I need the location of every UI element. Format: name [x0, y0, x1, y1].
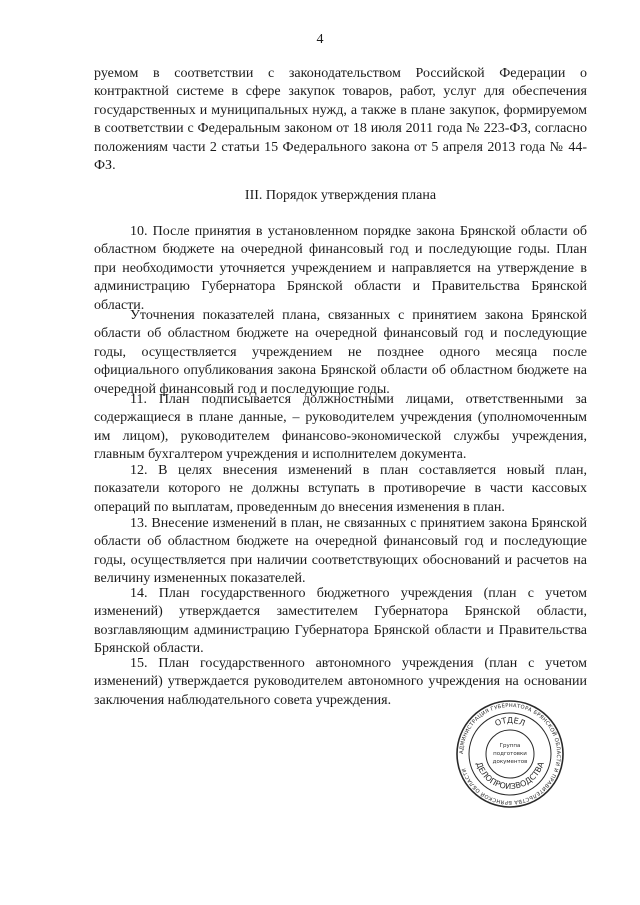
paragraph-11: 11. План подписывается должностными лицами, ответственными за содержащиеся в плане данные, – руководителем учреждения (уполномоченным им лицом), руководителем финансово-экономической службы учреждения, главным бухгалтером учреждения и исполнителем документа. — [94, 392, 587, 463]
page-number: 4 — [316, 32, 324, 47]
paragraph-15: 15. План государственного автономного учреждения (план с учетом изменений) утверждается руководителем автономного учреждения на основании заключения наблюдательного совета учреждения. — [94, 656, 587, 708]
department-stamp — [455, 699, 565, 809]
svg-text:ОТДЕЛ — [494, 716, 527, 728]
section-heading: III. Порядок утверждения плана — [244, 188, 437, 203]
paragraph-continuation: руемом в соответствии с законодательством Российской Федерации о контрактной системе в сфере закупок товаров, работ, услуг для обеспечения государственных и муниципальных нужд, а также в плане закупок, формируемом в соответствии с Федеральным законом от 18 июля 2011 года № 223-ФЗ, согласно положениям части 2 статьи 15 Федерального закона от 5 апреля 2013 года № 44-ФЗ. — [94, 66, 587, 174]
paragraph-13: 13. Внесение изменений в план, не связанных с принятием закона Брянской области об областном бюджете на очередной финансовый год и последующие годы, осуществляется при наличии соответствующих обоснований и расчетов на величину измененных показателей. — [94, 516, 587, 587]
stamp-top-text: ОТДЕЛ — [493, 715, 527, 728]
stamp-center-line-3: документов — [492, 759, 528, 765]
paragraph-14: 14. План государственного бюджетного учреждения (план с учетом изменений) утверждается заместителем Губернатора Брянской области, возглавляющим администрацию Губернатора Брянской области и Правительства Брянской области. — [94, 586, 587, 657]
paragraph-12: 12. В целях внесения изменений в план составляется новый план, показатели которого не должны вступать в противоречие в части кассовых операций по выплатам, проведенным до внесения изменения в план. — [94, 463, 587, 515]
stamp-outer-text: АДМИНИСТРАЦИЯ ГУБЕРНАТОРА БРЯНСКОЙ ОБЛАСТИ И ПРАВИТЕЛЬСТВА БРЯНСКОЙ ОБЛАСТИ — [458, 702, 562, 806]
stamp-bottom-text: ДЕЛОПРОИЗВОДСТВА — [474, 760, 546, 792]
paragraph-10: 10. После принятия в установленном порядке закона Брянской области об областном бюджете на очередной финансовый год и последующие годы. План при необходимости уточняется учреждением и направляется на утверждение в администрацию Губернатора Брянской области и Правительства Брянской области. — [94, 224, 587, 313]
stamp-center-line-1: Группа — [499, 743, 521, 749]
paragraph-clarification: Уточнения показателей плана, связанных с принятием закона Брянской области об областном бюджете на очередной финансовый год и последующие годы, осуществляется учреждением не позднее одного месяца после официального опубликования закона Брянской области об областном бюджете на очередной финансовый год и последующие годы. — [94, 308, 587, 397]
stamp-center-line-2: подготовки — [493, 751, 527, 757]
